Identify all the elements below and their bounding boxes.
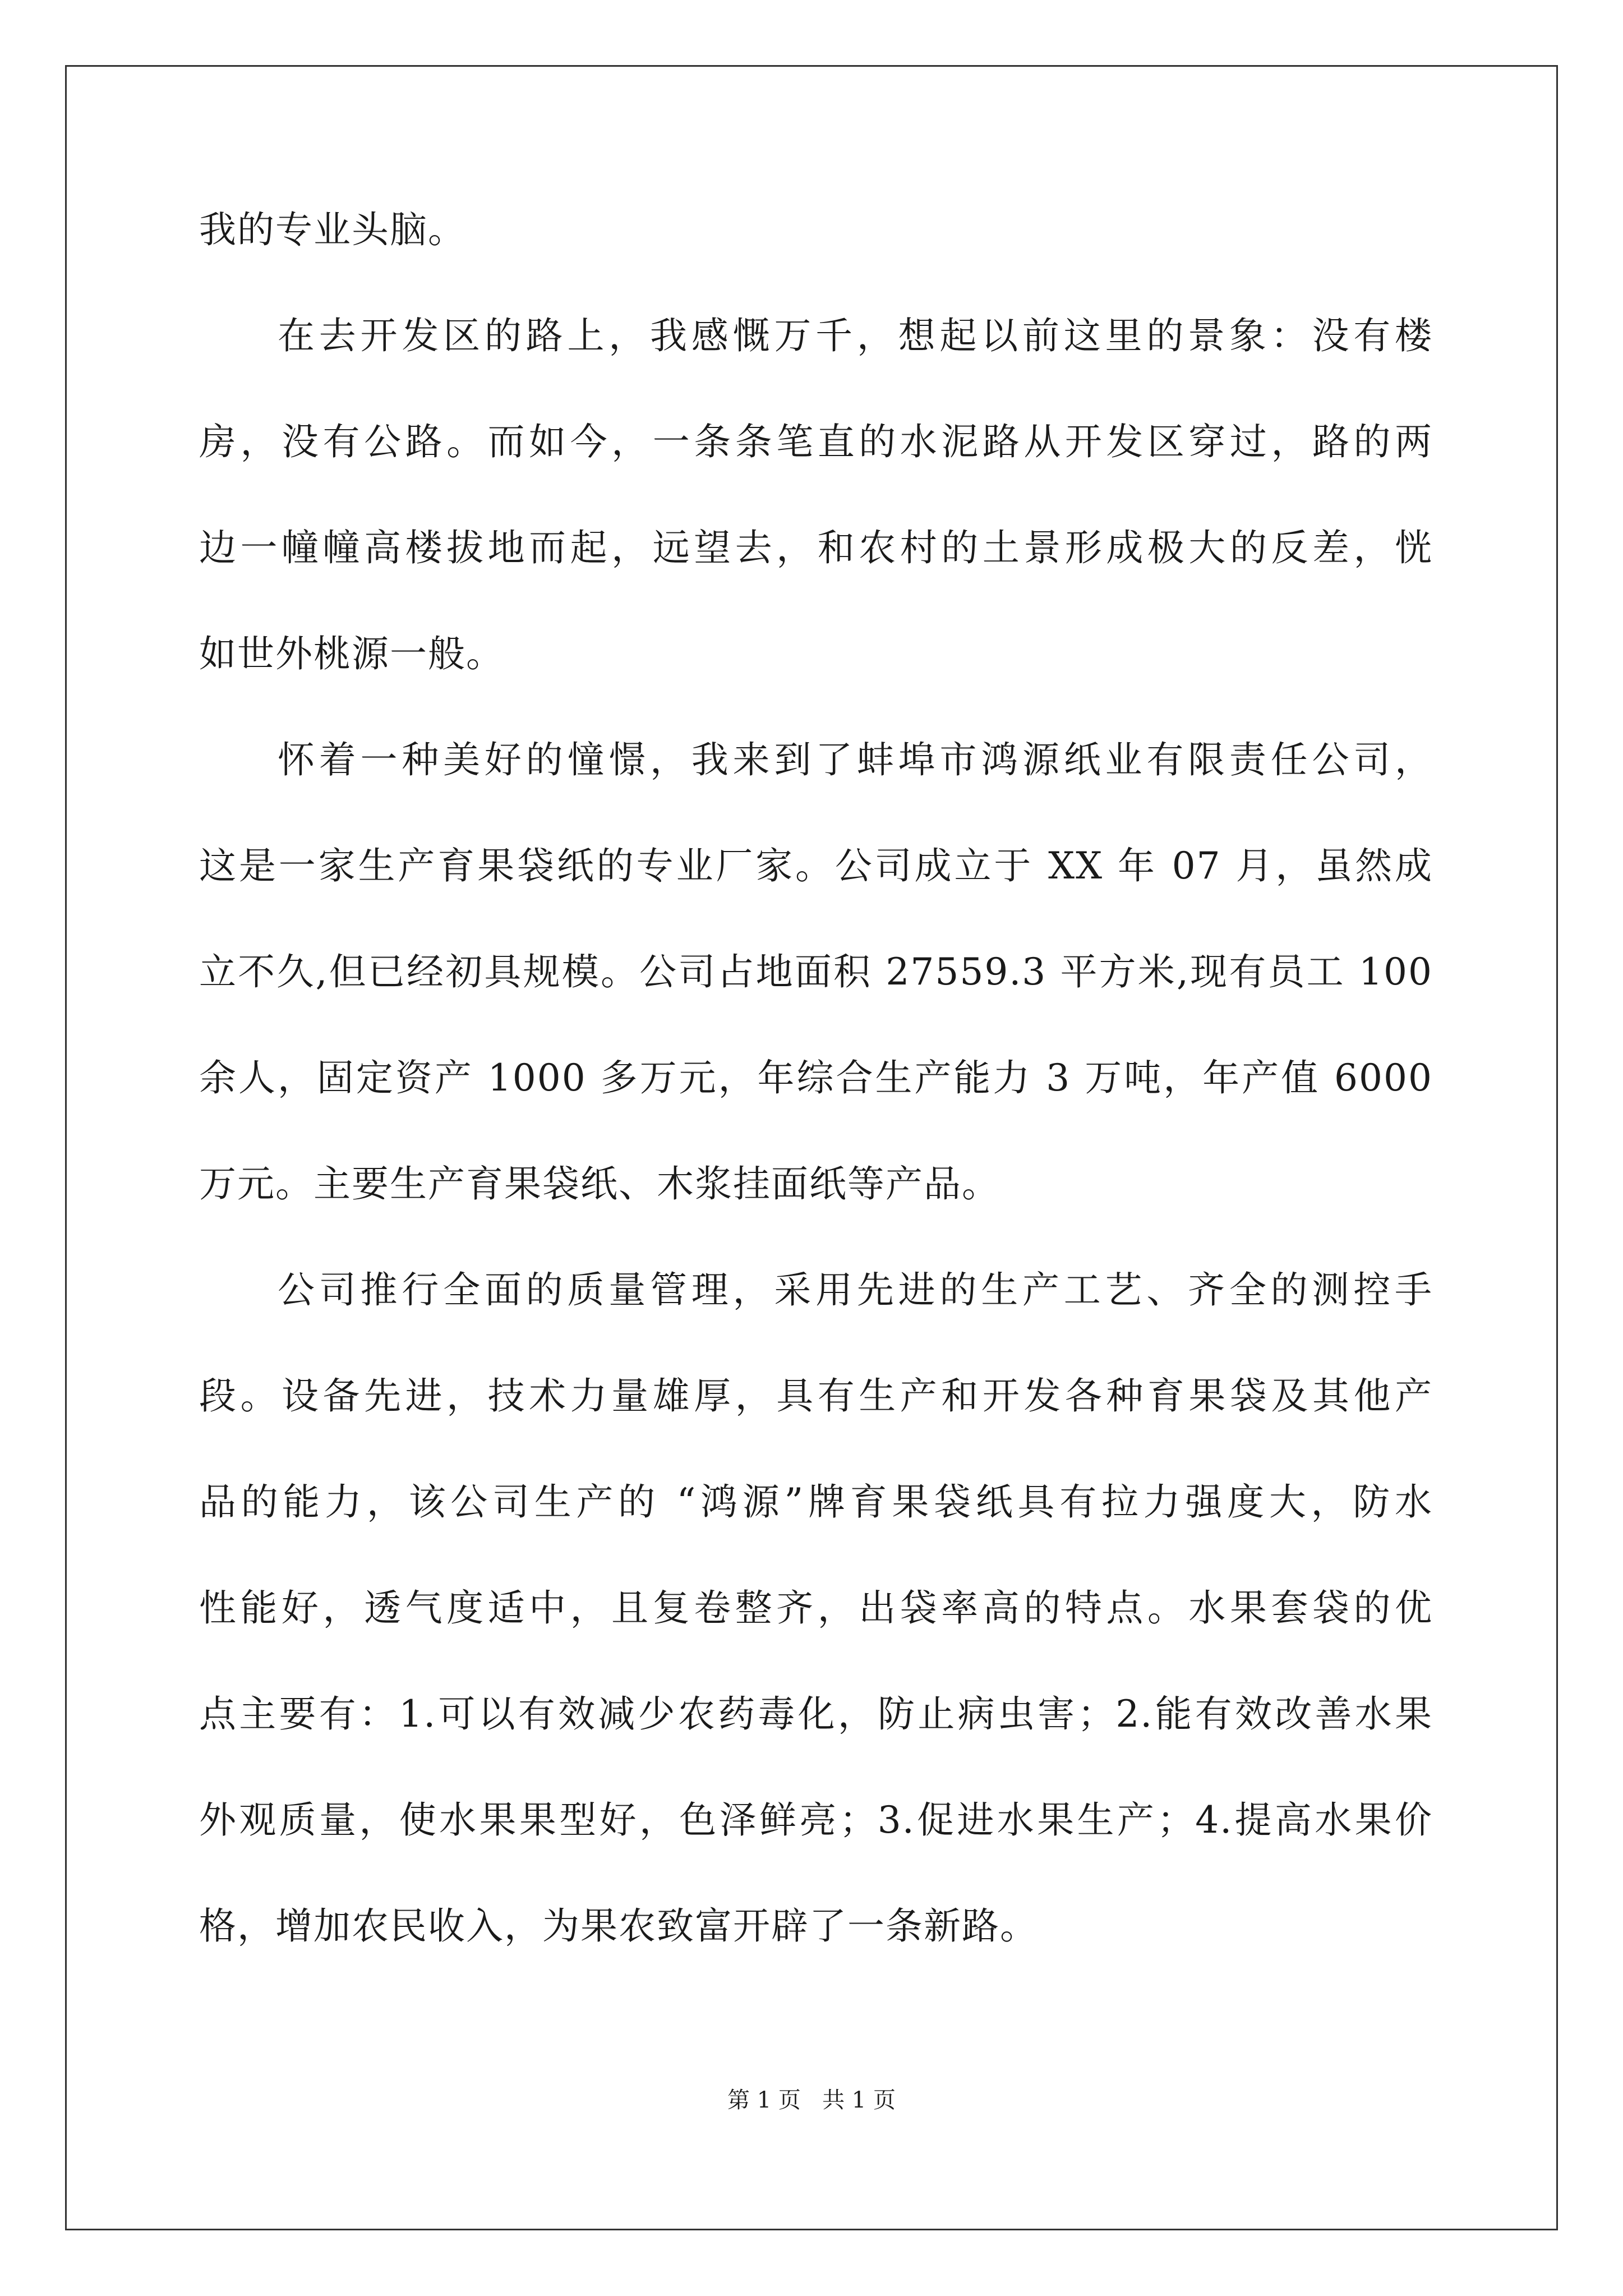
paragraph-line: 我的专业头脑。 <box>199 208 466 251</box>
paragraph-line: 格，增加农民收入，为果农致富开辟了一条新路。 <box>199 1904 1038 1948</box>
page-number-footer: 第 1 页 共 1 页 <box>727 2087 896 2113</box>
paragraph-line: 立不久,但已经初具规模。公司占地面积 27559.3 平方米,现有员工 100 <box>199 950 1433 993</box>
paragraph-line: 段。设备先进，技术力量雄厚，具有生产和开发各种育果袋及其他产 <box>199 1374 1433 1418</box>
paragraph-line: 怀着一种美好的憧憬，我来到了蚌埠市鸿源纸业有限责任公司， <box>278 738 1433 781</box>
paragraph-line: 如世外桃源一般。 <box>199 632 504 675</box>
paragraph-line: 这是一家生产育果袋纸的专业厂家。公司成立于 XX 年 07 月，虽然成 <box>199 844 1433 887</box>
paragraph-line: 万元。主要生产育果袋纸、木浆挂面纸等产品。 <box>199 1162 1000 1205</box>
document-body <box>199 199 1433 2001</box>
paragraph-line: 公司推行全面的质量管理，采用先进的生产工艺、齐全的测控手 <box>278 1268 1433 1312</box>
paragraph-line: 边一幢幢高楼拔地而起，远望去，和农村的土景形成极大的反差，恍 <box>199 526 1433 569</box>
paragraph-line: 性能好，透气度适中，且复卷整齐，出袋率高的特点。水果套袋的优 <box>199 1586 1433 1630</box>
paragraph-line: 在去开发区的路上，我感慨万千，想起以前这里的景象：没有楼 <box>278 314 1433 357</box>
paragraph-line: 点主要有：1.可以有效减少农药毒化，防止病虫害；2.能有效改善水果 <box>199 1692 1433 1736</box>
paragraph-line: 余人，固定资产 1000 多万元，年综合生产能力 3 万吨，年产值 6000 <box>199 1056 1433 1099</box>
paragraph-line: 品的能力，该公司生产的 “鸿源”牌育果袋纸具有拉力强度大，防水 <box>199 1480 1433 1524</box>
paragraph-line: 外观质量，使水果果型好，色泽鲜亮；3.促进水果生产；4.提高水果价 <box>199 1798 1433 1842</box>
paragraph-line: 房，没有公路。而如今，一条条笔直的水泥路从开发区穿过，路的两 <box>199 420 1433 463</box>
